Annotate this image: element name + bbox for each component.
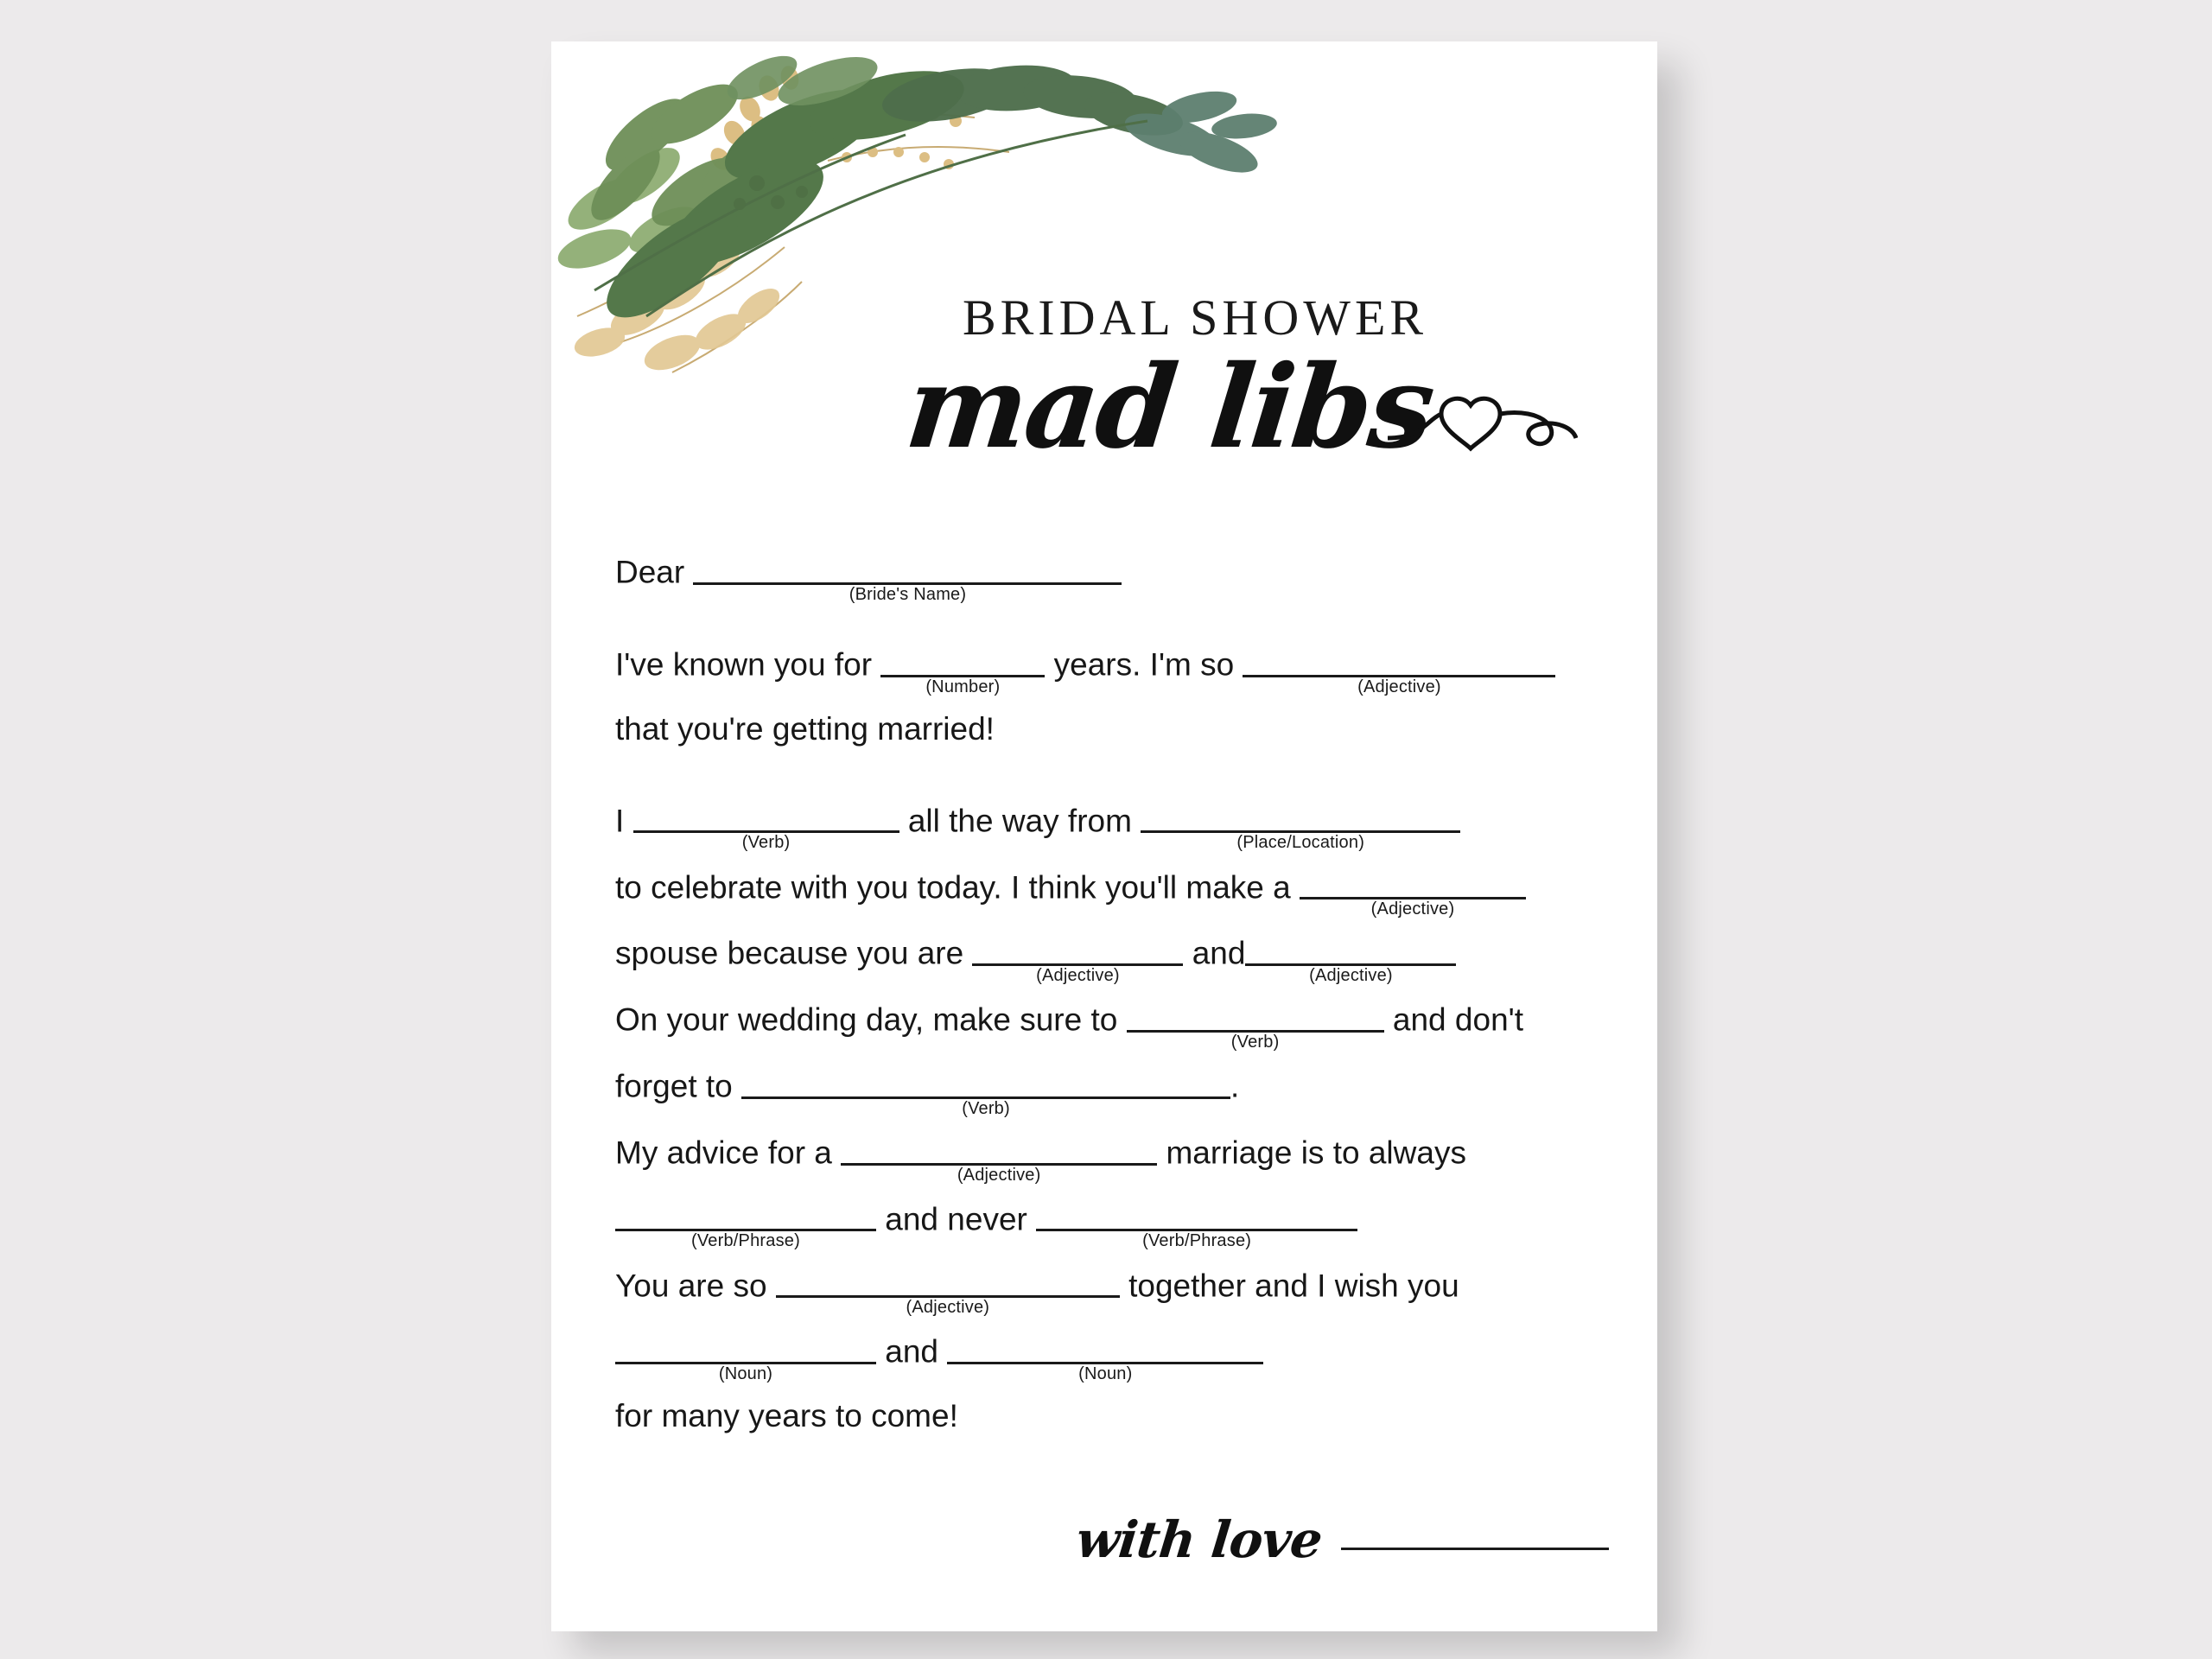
text-period: .	[1230, 1068, 1240, 1104]
text-together-wish: together and I wish you	[1128, 1268, 1459, 1304]
hint-adjective-6: (Adjective)	[906, 1298, 990, 1318]
blank-verb-1[interactable]	[633, 798, 899, 853]
line-never	[615, 1197, 1609, 1251]
text-and-never: and never	[885, 1201, 1027, 1237]
line-spouse	[615, 931, 1609, 986]
line-celebrate	[615, 865, 1609, 919]
blank-adjective-5[interactable]	[841, 1130, 1157, 1185]
hint-adjective-4: (Adjective)	[1309, 966, 1393, 986]
line-forget-to	[615, 1064, 1609, 1118]
blank-verbphrase-1[interactable]	[615, 1197, 876, 1251]
mad-libs-card	[551, 41, 1657, 1631]
blank-verb-3[interactable]	[741, 1064, 1230, 1118]
text-you-are-so: You are so	[615, 1268, 767, 1304]
heart-icon	[1388, 364, 1578, 467]
text-and-dont: and don't	[1392, 1001, 1523, 1038]
mad-libs-body	[615, 550, 1609, 1437]
hint-noun-2: (Noun)	[1078, 1364, 1133, 1384]
hint-number: (Number)	[925, 677, 1001, 696]
blank-adjective-6[interactable]	[776, 1263, 1120, 1318]
text-i: I	[615, 803, 625, 839]
text-known-you: I've known you for	[615, 646, 873, 683]
text-and-2: and	[885, 1334, 939, 1370]
hint-adjective-3: (Adjective)	[1036, 966, 1120, 986]
line-known-you	[615, 642, 1609, 696]
hint-verb-1: (Verb)	[741, 833, 791, 853]
text-forget-to: forget to	[615, 1068, 733, 1104]
signature-block	[615, 1510, 1609, 1569]
page-subtitle-script: mad libs	[899, 340, 1439, 474]
blank-adjective-4[interactable]	[1245, 931, 1456, 986]
blank-verbphrase-2[interactable]	[1036, 1197, 1357, 1251]
hint-noun-1: (Noun)	[718, 1364, 773, 1384]
text-dear: Dear	[615, 554, 685, 590]
line-you-are-so	[615, 1263, 1609, 1318]
hint-verbphrase-1: (Verb/Phrase)	[691, 1231, 800, 1251]
line-traveled	[615, 798, 1609, 853]
line-getting-married: that you're getting married!	[615, 710, 995, 747]
line-advice	[615, 1130, 1609, 1185]
hint-verb-3: (Verb)	[962, 1098, 1010, 1118]
line-nouns	[615, 1329, 1609, 1384]
hint-adjective-5: (Adjective)	[957, 1165, 1041, 1185]
hint-adjective-1: (Adjective)	[1357, 677, 1441, 696]
hint-brides-name: (Bride's Name)	[849, 584, 967, 604]
text-years-im-so: years. I'm so	[1053, 646, 1235, 683]
blank-adjective-1[interactable]	[1243, 642, 1555, 696]
text-and-1: and	[1192, 936, 1246, 972]
hint-verb-2: (Verb)	[1230, 1032, 1280, 1052]
blank-noun-1[interactable]	[615, 1329, 876, 1384]
blank-place[interactable]	[1141, 798, 1460, 853]
blank-number[interactable]	[880, 642, 1045, 696]
line-wedding-day	[615, 997, 1609, 1052]
blank-adjective-2[interactable]	[1300, 865, 1526, 919]
card-header	[551, 289, 1657, 504]
blank-signature[interactable]	[1341, 1532, 1609, 1550]
text-celebrate: to celebrate with you today. I think you'll make a	[615, 869, 1291, 906]
text-all-the-way-from: all the way from	[907, 803, 1132, 839]
blank-verb-2[interactable]	[1127, 997, 1384, 1052]
blank-brides-name[interactable]	[693, 550, 1122, 604]
text-my-advice: My advice for a	[615, 1135, 832, 1171]
script-title-wrap	[551, 340, 1657, 504]
hint-adjective-2: (Adjective)	[1370, 899, 1455, 919]
blank-noun-2[interactable]	[947, 1329, 1263, 1384]
with-love-script: with love	[1073, 1510, 1325, 1569]
hint-verbphrase-2: (Verb/Phrase)	[1142, 1231, 1252, 1251]
hint-place: (Place/Location)	[1236, 833, 1365, 853]
text-wedding-day: On your wedding day, make sure to	[615, 1001, 1118, 1038]
text-spouse-because: spouse because you are	[615, 936, 964, 972]
line-many-years: for many years to come!	[615, 1398, 958, 1434]
text-marriage-always: marriage is to always	[1166, 1135, 1466, 1171]
line-dear	[615, 550, 1609, 604]
blank-adjective-3[interactable]	[972, 931, 1183, 986]
page-title: BRIDAL SHOWER	[962, 289, 1428, 346]
